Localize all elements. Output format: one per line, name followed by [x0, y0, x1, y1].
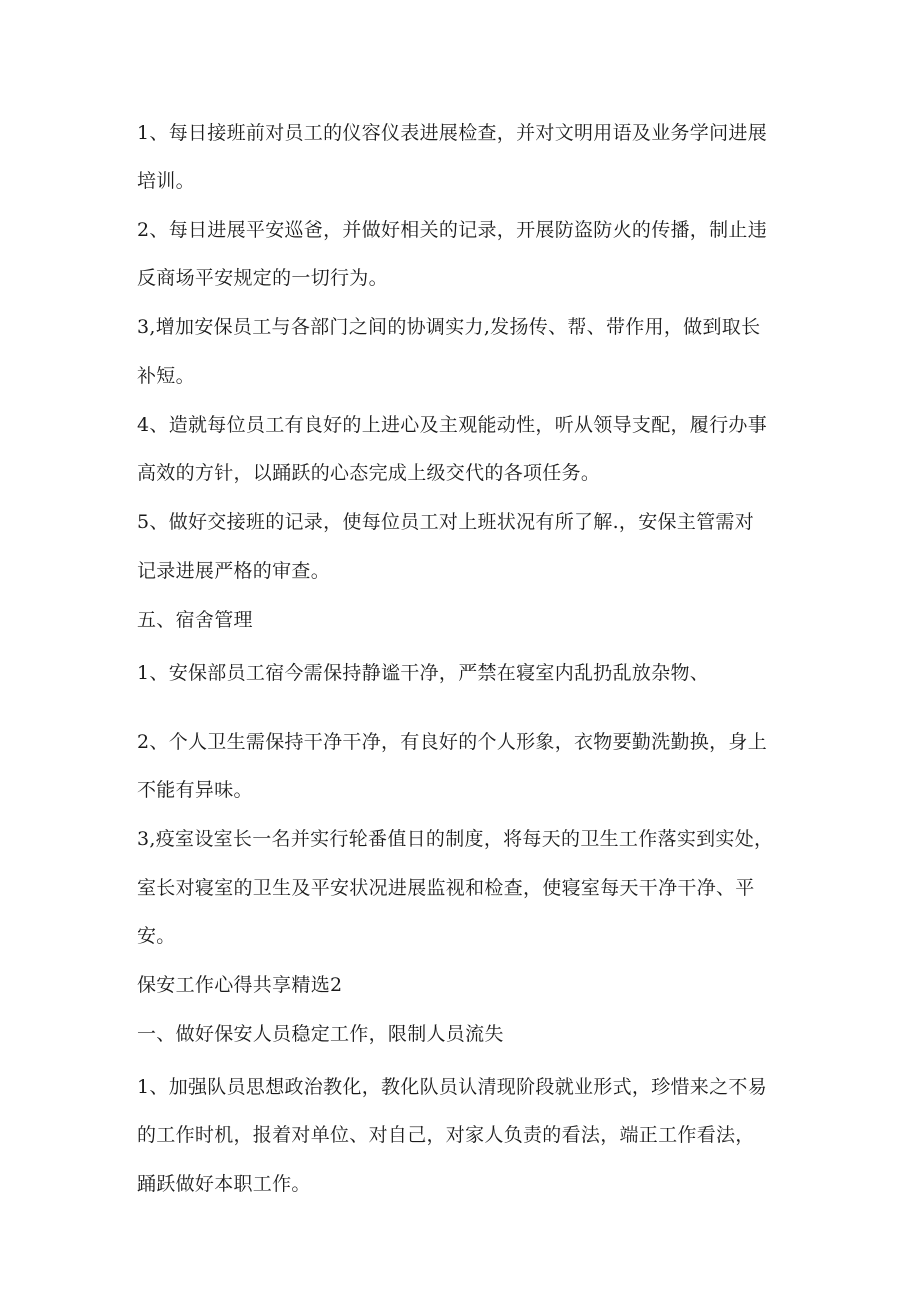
section-heading-dormitory: 五、宿舍管理 — [137, 609, 253, 631]
paragraph-9-line-2: 室长对寝室的卫生及平安状况进展监视和检查，使寝室每天干净干净、平 — [137, 877, 755, 899]
paragraph-1-line-1: 1、每日接班前对员工的仪容仪表进展检查，并对文明用语及业务学问进展 — [137, 122, 767, 144]
paragraph-5-line-1: 5、做好交接班的记录，使每位员工对上班状况有所了解.，安保主管需对 — [137, 511, 755, 533]
paragraph-7-line-1: 1、安保部员工宿今需保持静谧干净，严禁在寝室内乱扔乱放杂物、 — [137, 662, 710, 684]
paragraph-12-line-3: 踊跃做好本职工作。 — [137, 1173, 311, 1195]
paragraph-4-line-1: 4、造就每位员工有良好的上进心及主观能动性，听从领导支配，履行办事 — [137, 414, 767, 436]
section-heading-share-2: 保安工作心得共享精选2 — [137, 974, 343, 996]
paragraph-12-line-2: 的工作时机，报着对单位、对自己，对家人负责的看法，端正工作看法， — [137, 1124, 755, 1146]
paragraph-1-line-2: 培训。 — [137, 170, 195, 192]
paragraph-4-line-2: 高效的方针，以踊跃的心态完成上级交代的各项任务。 — [137, 462, 601, 484]
paragraph-8-line-1: 2、个人卫生需保持干净干净，有良好的个人形象，衣物要勤洗勤换，身上 — [137, 731, 767, 753]
section-heading-staff-stability: 一、做好保安人员稳定工作，限制人员流失 — [137, 1023, 504, 1045]
paragraph-3-line-1: 3,增加安保员工与各部门之间的协调实力,发扬传、帮、带作用，做到取长 — [137, 316, 761, 338]
paragraph-2-line-2: 反商场平安规定的一切行为。 — [137, 267, 388, 289]
paragraph-9-line-3: 安。 — [137, 925, 176, 947]
paragraph-12-line-1: 1、加强队员思想政治教化，教化队员认清现阶段就业形式，珍惜来之不易 — [137, 1076, 767, 1098]
paragraph-8-line-2: 不能有异味。 — [137, 779, 253, 801]
paragraph-3-line-2: 补短。 — [137, 365, 195, 387]
paragraph-5-line-2: 记录进展严格的审查。 — [137, 560, 331, 582]
paragraph-9-line-1: 3,疫室设室长一名并实行轮番值日的制度，将每天的卫生工作落实到实处， — [137, 828, 774, 850]
paragraph-2-line-1: 2、每日进展平安巡爸，并做好相关的记录，开展防盗防火的传播，制止违 — [137, 219, 767, 241]
